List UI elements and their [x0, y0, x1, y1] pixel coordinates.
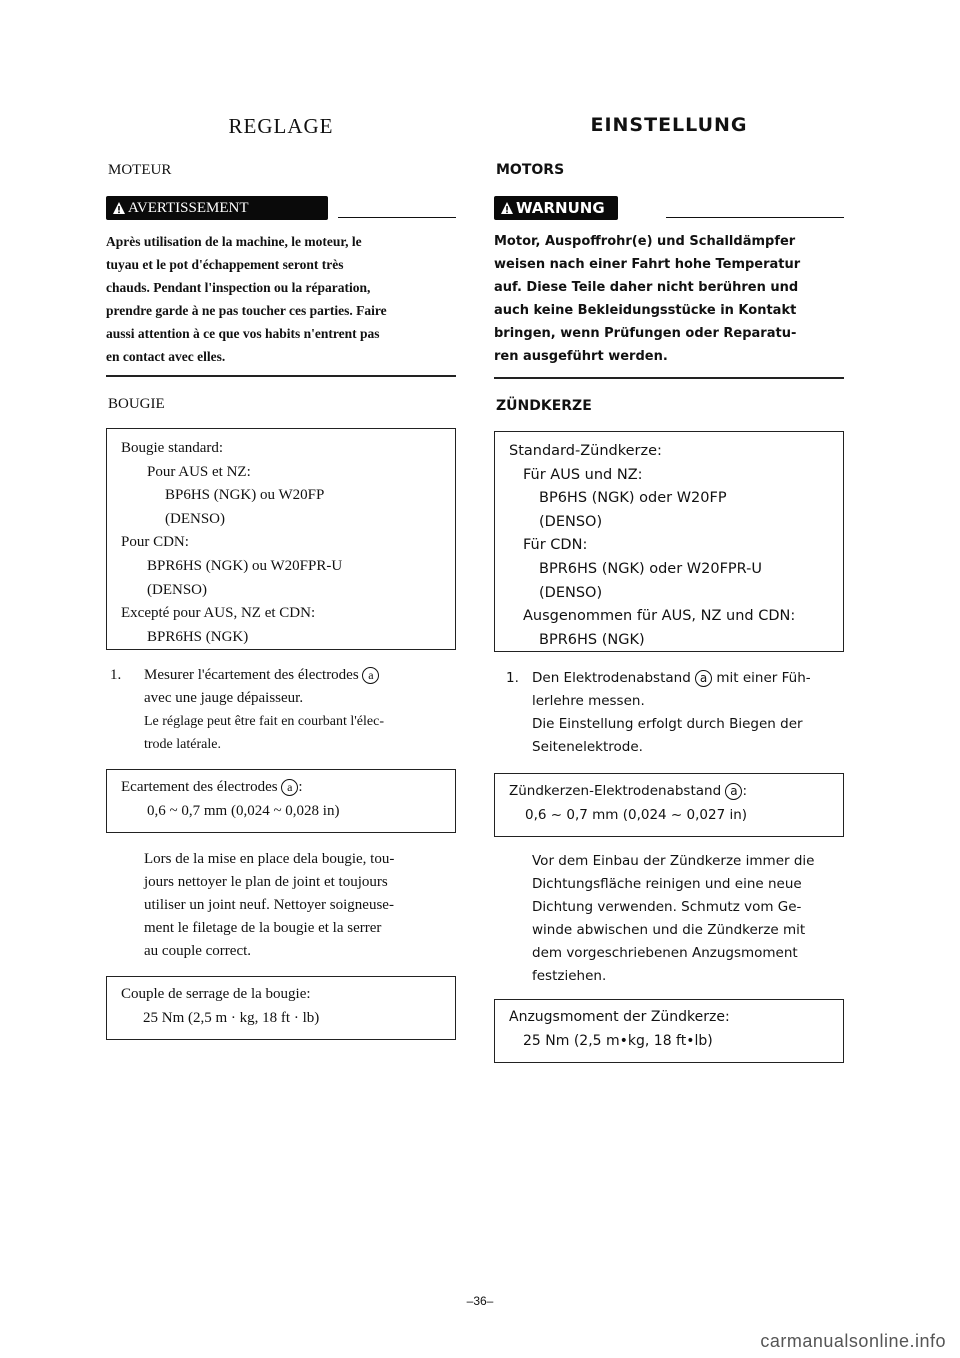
callout-a-icon: a: [281, 779, 298, 796]
spec-line-fr: (DENSO): [165, 510, 225, 527]
spec-line-de: BP6HS (NGK) oder W20FP: [539, 490, 727, 507]
warning-line-de: auch keine Bekleidungsstücke in Kontakt: [494, 303, 797, 318]
spec-line-fr: Bougie standard:: [121, 440, 224, 456]
step-text-de: mit einer Füh-: [716, 670, 811, 686]
torque-label-de: Anzugsmoment der Zündkerze:: [509, 1009, 730, 1025]
step-note-fr: Le réglage peut être fait en courbant l'élec-: [144, 714, 384, 729]
warning-line-fr: tuyau et le pot d'échappement seront très: [106, 257, 344, 272]
spec-line-de: Für CDN:: [523, 537, 588, 554]
step-1-de: [494, 667, 844, 759]
warning-line-fr: Après utilisation de la machine, le moteur, le: [106, 234, 362, 249]
install-line-de: Vor dem Einbau der Zündkerze immer die: [532, 853, 815, 869]
warning-header-fr: [106, 196, 456, 220]
spec-line-de: Für AUS und NZ:: [523, 466, 643, 483]
spec-line-de: (DENSO): [539, 513, 603, 530]
torque-value-de: 25 Nm (2,5 m•kg, 18 ft•lb): [523, 1032, 713, 1049]
spec-line-fr: Excepté pour AUS, NZ et CDN:: [121, 605, 316, 622]
install-line-fr: ment le filetage de la bougie et la serrer: [144, 920, 382, 936]
step-note-fr: trode latérale.: [144, 737, 221, 752]
install-line-de: Dichtung verwenden. Schmutz vom Ge-: [532, 899, 802, 915]
warning-label-de: WARNUNG: [516, 199, 605, 217]
gap-value-fr: 0,6 ~ 0,7 mm (0,024 ~ 0,028 in): [147, 802, 340, 819]
install-paragraph-de: [532, 850, 844, 988]
warning-line-de: ren ausgeführt werden.: [494, 349, 668, 364]
step-text-fr: Mesurer l'écartement des électrodes: [144, 667, 359, 683]
torque-value-fr: 25 Nm (2,5 m · kg, 18 ft · lb): [143, 1009, 320, 1026]
install-line-fr: utiliser un joint neuf. Nettoyer soigneuse-: [144, 897, 394, 913]
step-text-fr: avec une jauge dépaisseur.: [144, 690, 304, 706]
spec-line-de: BPR6HS (NGK): [539, 631, 645, 648]
install-line-de: Dichtungsfläche reinigen und eine neue: [532, 876, 802, 892]
warning-line-de: Motor, Auspoffrohr(e) und Schalldämpfer: [494, 234, 796, 249]
callout-a-icon: a: [725, 783, 742, 800]
install-line-fr: Lors de la mise en place dela bougie, tou-: [144, 851, 395, 867]
spark-plug-spec-box-de: [494, 431, 844, 652]
spec-line-fr: Pour AUS et NZ:: [147, 463, 251, 480]
torque-label-fr: Couple de serrage de la bougie:: [121, 986, 311, 1002]
install-line-fr: au couple correct.: [144, 943, 252, 959]
warning-line-de: weisen nach einer Fahrt hohe Temperatur: [494, 257, 801, 272]
step-note-de: Die Einstellung erfolgt durch Biegen der: [532, 716, 803, 732]
install-line-de: dem vorgeschriebenen Anzugsmoment: [532, 945, 798, 961]
torque-box-fr: [106, 976, 456, 1040]
callout-a-icon: a: [362, 667, 379, 684]
install-line-de: festziehen.: [532, 968, 607, 984]
warning-rule-de: [666, 217, 844, 218]
warning-text-de: [494, 230, 844, 368]
page-title-de: EINSTELLUNG: [590, 114, 748, 136]
warning-badge-de: [494, 196, 618, 220]
step-number-de: 1.: [506, 670, 519, 686]
torque-box-de: [494, 999, 844, 1063]
warning-line-de: bringen, wenn Prüfungen oder Reparatu-: [494, 326, 797, 341]
gap-value-de: 0,6 ~ 0,7 mm (0,024 ~ 0,027 in): [525, 806, 748, 823]
spec-line-fr: BPR6HS (NGK): [147, 628, 249, 645]
step-text-de: lerlehre messen.: [532, 693, 645, 709]
spec-line-de: Standard-Zündkerze:: [509, 443, 662, 459]
electrode-gap-box-fr: Ecartement des électrodes a : 0,6 ~ 0,7 mm (0,024 ~ 0,028 in): [106, 769, 456, 833]
spec-line-de: BPR6HS (NGK) oder W20FPR-U: [539, 560, 762, 577]
step-number-fr: 1.: [110, 667, 122, 683]
warning-rule-fr: [338, 217, 456, 218]
divider-de: [494, 377, 844, 379]
page-number: –36–: [466, 1294, 494, 1308]
install-paragraph-fr: [144, 848, 456, 963]
step-text-de: Den Elektrodenabstand: [532, 670, 691, 686]
warning-line-fr: chauds. Pendant l'inspection ou la réparation,: [106, 280, 371, 295]
spec-line-de: Ausgenommen für AUS, NZ und CDN:: [523, 608, 796, 625]
page-title-fr: REGLAGE: [228, 114, 334, 138]
section-heading-fr: MOTEUR: [108, 162, 172, 178]
warning-line-fr: aussi attention à ce que vos habits n'entrent pas: [106, 326, 380, 341]
spec-line-fr: BP6HS (NGK) ou W20FP: [165, 487, 325, 504]
install-line-fr: jours nettoyer le plan de joint et toujours: [144, 874, 388, 890]
warning-header-de: [494, 196, 844, 220]
spark-plug-spec-box-fr: [106, 428, 456, 650]
gap-label-fr: Ecartement des électrodes: [121, 779, 278, 795]
spec-line-de: (DENSO): [539, 584, 603, 601]
subsection-heading-de: ZÜNDKERZE: [496, 398, 592, 414]
subsection-heading-fr: BOUGIE: [108, 396, 165, 412]
spec-line-fr: Pour CDN:: [121, 534, 189, 551]
electrode-gap-box-de: Zündkerzen-Elektrodenabstand a : 0,6 ~ 0,7 mm (0,024 ~ 0,027 in): [494, 773, 844, 837]
spec-line-fr: (DENSO): [147, 581, 207, 598]
callout-a-icon: a: [695, 670, 712, 687]
warning-line-de: auf. Diese Teile daher nicht berühren und: [494, 280, 799, 295]
spec-line-fr: BPR6HS (NGK) ou W20FPR-U: [147, 557, 343, 574]
install-line-de: winde abwischen und die Zündkerze mit: [532, 922, 806, 938]
warning-badge-fr: [106, 196, 328, 220]
step-note-de: Seitenelektrode.: [532, 739, 643, 755]
warning-label-fr: AVERTISSEMENT: [128, 199, 249, 216]
watermark: carmanualsonline.info: [760, 1331, 946, 1351]
warning-line-fr: en contact avec elles.: [106, 349, 226, 364]
section-heading-de: MOTORS: [496, 162, 565, 178]
warning-triangle-icon: [112, 201, 126, 215]
warning-line-fr: prendre garde à ne pas toucher ces parties. Faire: [106, 303, 387, 318]
gap-label-de: Zündkerzen-Elektrodenabstand: [509, 783, 722, 799]
warning-text-fr: [106, 230, 456, 368]
step-1-fr: [106, 664, 456, 756]
warning-triangle-icon: [500, 201, 514, 215]
divider-fr: [106, 375, 456, 377]
